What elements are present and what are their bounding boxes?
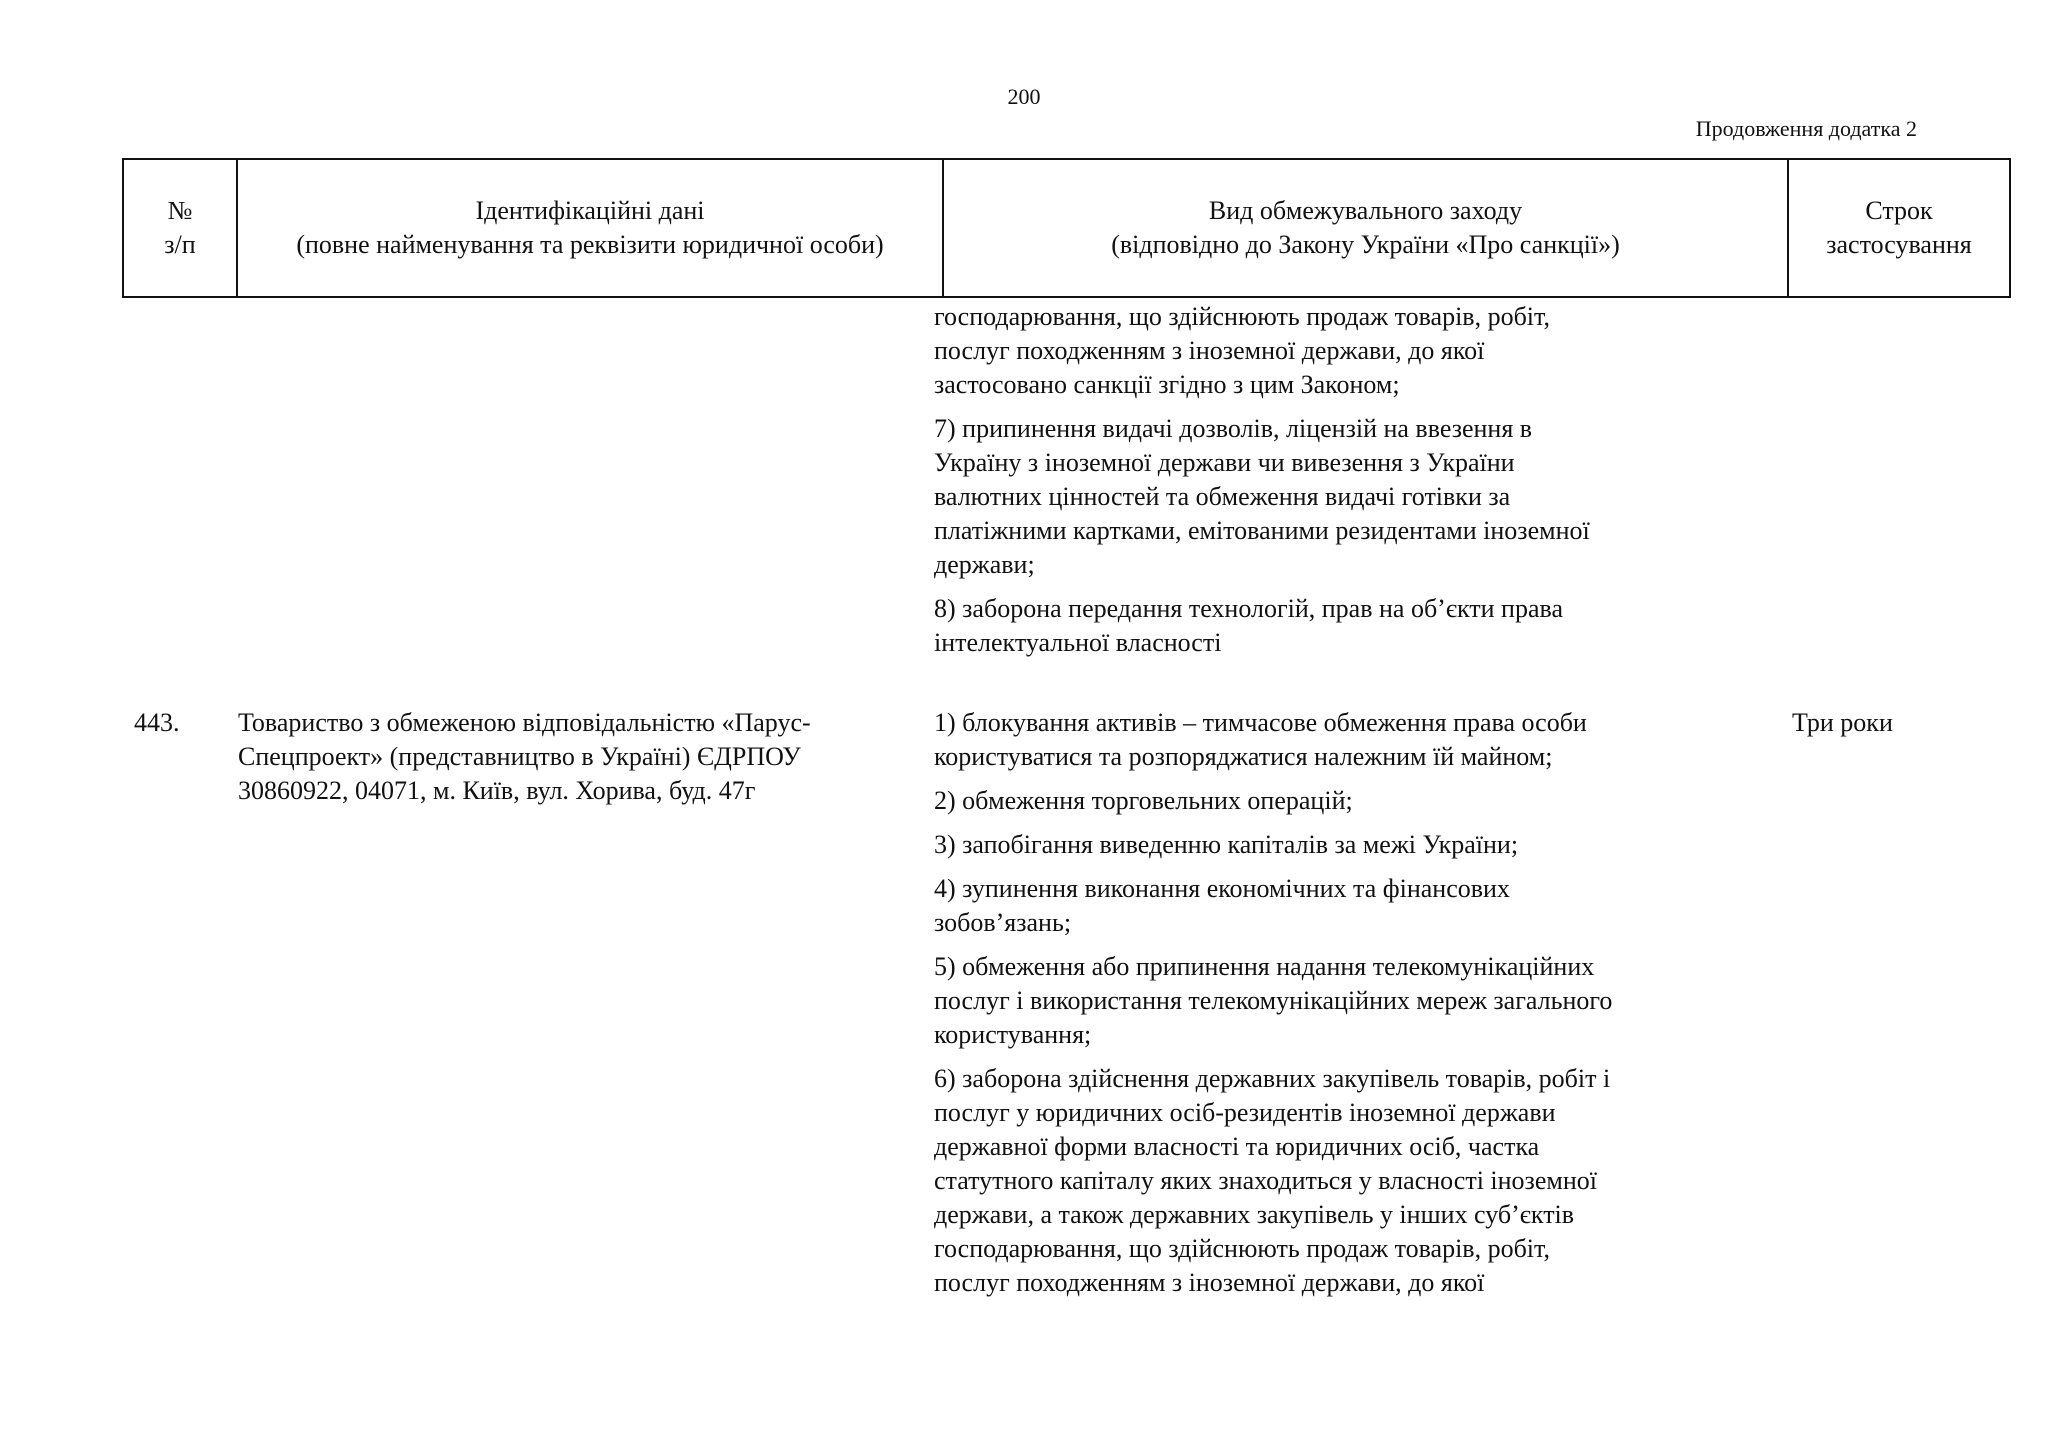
table-header [122,158,2011,298]
measure-item: 1) блокування активів – тимчасове обмеження права особи користуватися та розпоряджатися належним їй майном; [934,708,1587,771]
row-443-identification: Товариство з обмеженою відповідальністю «Парус- Спецпроект» (представництво в Україні) ЄДРПОУ 30860922, 04071, м. Київ, вул. Хорива, буд. 47г [238,708,811,805]
row-443-term: Три роки [1792,708,1893,737]
measure-item: господарювання, що здійснюють продаж товарів, робіт, послуг походженням з іноземної держави, до якої застосовано санкції згідно з цим Законом; [934,302,1550,399]
header-measure-line1: Вид обмежувального заходу [1208,196,1523,225]
header-number-line1: № [167,196,193,225]
header-number [123,159,237,297]
header-term-line2: застосування [1826,230,1972,259]
prev-row-measures [934,300,1734,670]
measure-item: 3) запобігання виведенню капіталів за межі України; [934,830,1519,859]
measure-item: 8) заборона передання технологій, прав на об’єкти права інтелектуальної власності [934,594,1563,657]
header-term-line1: Строк [1865,196,1933,225]
header-number-line2: з/п [164,230,196,259]
row-443-measures [934,706,1734,1310]
page-number: 200 [1007,84,1041,109]
measure-item: 4) зупинення виконання економічних та фінансових зобов’язань; [934,874,1510,937]
continuation-label: Продовження додатка 2 [1695,116,1917,141]
measure-item: 6) заборона здійснення державних закупівель товарів, робіт і послуг у юридичних осіб-резидентів іноземної держави державної форми власності та юридичних осіб, частка статутного капіталу яких знаходиться у власності іноземної держави, а також державних закупівель у інших суб’єктів господарювання, що здійснюють продаж товарів, робіт, послуг походженням з іноземної держави, до якої [934,1064,1611,1297]
header-identification [237,159,943,297]
header-measure [943,159,1788,297]
row-443-number: 443. [134,708,180,737]
measure-item: 2) обмеження торговельних операцій; [934,786,1353,815]
measure-item: 7) припинення видачі дозволів, ліцензій на ввезення в Україну з іноземної держави чи вивезення з України валютних цінностей та обмеження видачі готівки за платіжними картками, емітованими резидентами іноземної держави; [934,414,1590,579]
header-identification-line1: Ідентифікаційні дані [475,196,705,225]
header-measure-line2: (відповідно до Закону України «Про санкції») [1111,230,1620,259]
header-identification-line2: (повне найменування та реквізити юридичної особи) [296,230,884,259]
header-row [123,159,2010,297]
measure-item: 5) обмеження або припинення надання телекомунікаційних послуг і використання телекомунікаційних мереж загального користування; [934,952,1613,1049]
header-term [1788,159,2010,297]
